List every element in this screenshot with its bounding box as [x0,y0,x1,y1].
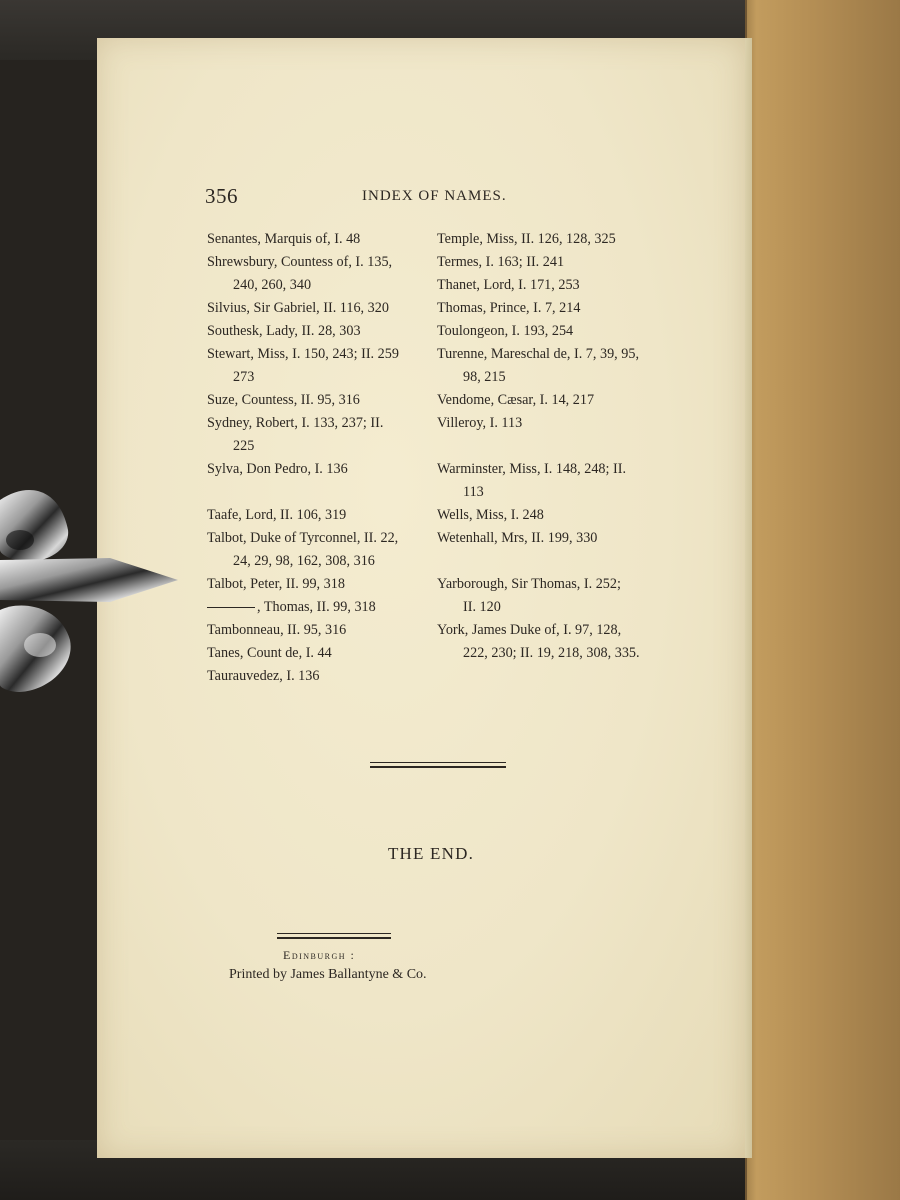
index-entry-continuation: 98, 215 [463,369,506,385]
index-entry: Temple, Miss, II. 126, 128, 325 [437,231,616,247]
imprint-rule [277,933,391,939]
index-entry: Yarborough, Sir Thomas, I. 252; [437,576,621,592]
the-end-text: THE END. [387,844,475,863]
index-entry-continuation: 225 [233,438,255,454]
double-rule-divider [370,762,506,768]
index-entry-continuation: 240, 260, 340 [233,277,312,293]
letter-gap [437,550,677,573]
index-entry: Suze, Countess, II. 95, 316 [207,392,360,408]
index-entry: Thanet, Lord, I. 171, 253 [437,277,580,293]
index-entry: Stewart, Miss, I. 150, 243; II. 259 [207,346,399,362]
page-header [97,184,745,208]
index-entry: York, James Duke of, I. 97, 128, [437,622,622,638]
index-entry: Warminster, Miss, I. 148, 248; II. [437,461,627,477]
index-entry: Thomas, Prince, I. 7, 214 [437,300,581,316]
book-cover-right [745,0,900,1200]
index-entry: Southesk, Lady, II. 28, 303 [207,323,361,339]
index-entry: Vendome, Cæsar, I. 14, 217 [437,392,595,408]
index-entry: Shrewsbury, Countess of, I. 135, [207,254,393,270]
letter-gap [437,435,677,458]
imprint-printer: Printed by James Ballantyne & Co. [229,967,427,982]
index-entry: Tambonneau, II. 95, 316 [207,622,347,638]
index-entry: Turenne, Mareschal de, I. 7, 39, 95, [437,346,639,362]
index-entry-ditto [207,596,437,619]
index-entry: Tanes, Count de, I. 44 [207,645,332,661]
ditto-dash [207,607,255,608]
index-entry: Senantes, Marquis of, I. 48 [207,231,361,247]
page-number: 356 [205,184,238,208]
index-entry-continuation: 222, 230; II. 19, 218, 308, 335. [463,645,640,661]
index-entry: Termes, I. 163; II. 241 [437,254,565,270]
index-entry-continuation: 273 [233,369,255,385]
index-entry-text: , Thomas, II. 99, 318 [257,599,376,615]
index-entry-continuation: 113 [463,484,484,500]
index-entry: Talbot, Peter, II. 99, 318 [207,576,345,592]
letter-gap [207,481,437,504]
index-entry-continuation: 24, 29, 98, 162, 308, 316 [233,553,375,569]
index-entry: Talbot, Duke of Tyrconnel, II. 22, [207,530,399,546]
index-column-left [207,228,437,688]
imprint-city: Edinburgh : [283,948,356,962]
index-entry-continuation: II. 120 [463,599,501,615]
index-entry: Taafe, Lord, II. 106, 319 [207,507,347,523]
index-entry: Silvius, Sir Gabriel, II. 116, 320 [207,300,389,316]
book-page [97,38,745,1158]
index-entry: Villeroy, I. 113 [437,415,523,431]
index-entry: Sylva, Don Pedro, I. 136 [207,461,348,477]
fleur-de-lis-bookmark-icon [0,480,180,700]
index-entry: Toulongeon, I. 193, 254 [437,323,574,339]
index-entry: Wells, Miss, I. 248 [437,507,544,523]
index-column-right [437,228,677,665]
index-entry: Sydney, Robert, I. 133, 237; II. [207,415,384,431]
index-entry: Wetenhall, Mrs, II. 199, 330 [437,530,598,546]
running-title: INDEX OF NAMES. [362,188,507,204]
index-entry: Taurauvedez, I. 136 [207,668,320,684]
